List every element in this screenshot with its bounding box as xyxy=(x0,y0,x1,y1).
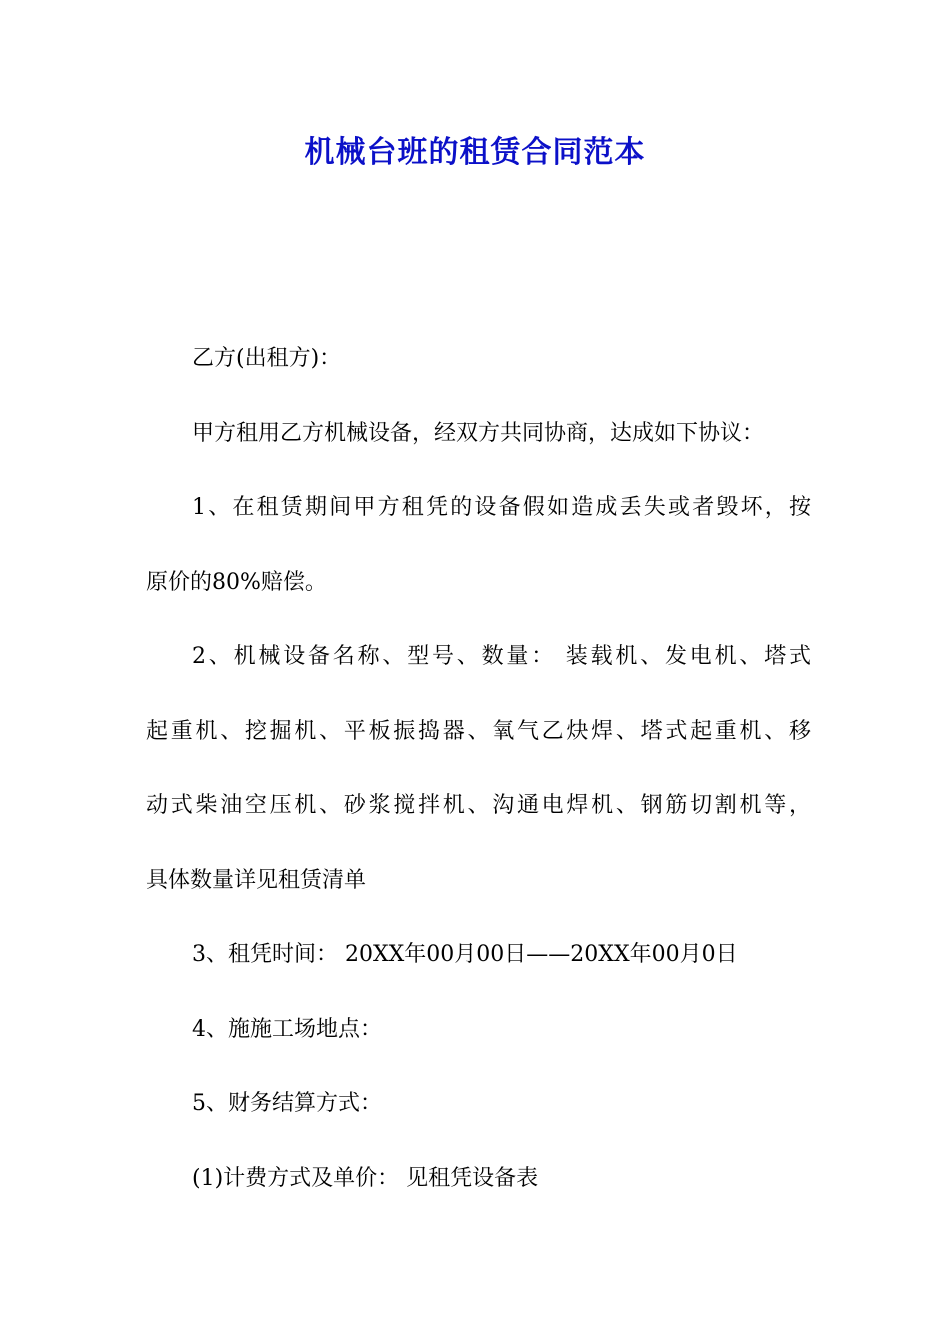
clause-2-line-4: 具体数量详见租赁清单 xyxy=(146,867,367,893)
document-body xyxy=(146,322,811,1216)
clause-2-line-3: 动式柴油空压机、砂浆搅拌机、沟通电焊机、钢筋切割机等， xyxy=(146,793,811,818)
clause-2-line-1: 2、机械设备名称、型号、数量： 装载机、发电机、塔式 xyxy=(192,644,811,669)
clause-2-line-2: 起重机、挖掘机、平板振捣器、氧气乙炔焊、塔式起重机、移 xyxy=(146,718,811,744)
clause-1-line-2: 原价的80%赔偿。 xyxy=(146,569,327,595)
clause-4-line: 4、施施工场地点： xyxy=(192,1016,382,1042)
clause-1-line-1: 1、在租赁期间甲方租凭的设备假如造成丢失或者毁坏，按 xyxy=(192,495,811,520)
clause-3-line: 3、租凭时间： 20XX年00月00日——20XX年00月0日 xyxy=(192,942,738,967)
agreement-intro-line: 甲方租用乙方机械设备，经双方共同协商，达成如下协议： xyxy=(192,420,765,446)
document-title: 机械台班的租赁合同范本 xyxy=(304,135,646,170)
clause-5-line: 5、财务结算方式： xyxy=(192,1091,382,1116)
clause-5-1-line: (1)计费方式及单价： 见租凭设备表 xyxy=(192,1165,539,1191)
party-b-line: 乙方(出租方)： xyxy=(192,346,342,371)
